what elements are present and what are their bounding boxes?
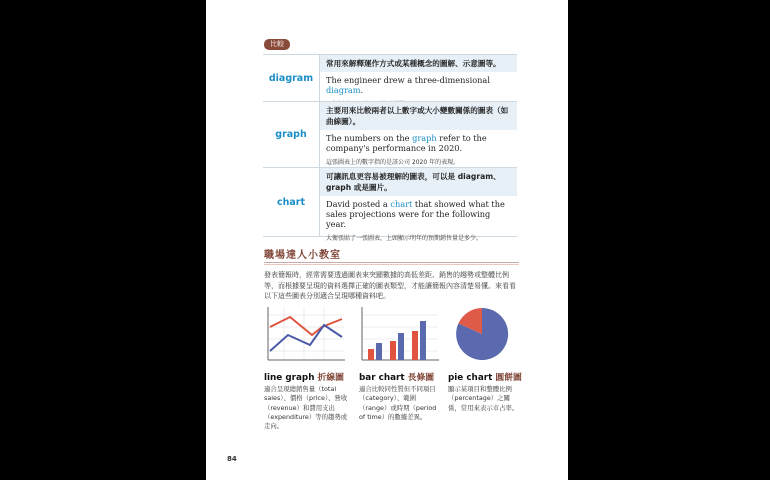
comparison-table xyxy=(263,54,517,242)
comparison-row-graph xyxy=(263,101,517,167)
line-graph-label: line graph 折線圖 xyxy=(264,373,344,383)
term-label: diagram xyxy=(263,55,320,101)
pie-chart-illustration xyxy=(454,305,514,365)
bar xyxy=(398,333,404,360)
bar xyxy=(368,349,374,360)
section-title: 職場達人小教室 xyxy=(264,250,341,261)
compare-badge: 比較 xyxy=(264,39,290,50)
example-sentence: The numbers on the graph refer to the company's performance in 2020. xyxy=(326,133,487,153)
bar-chart-label: bar chart 長條圖 xyxy=(359,373,435,383)
bar xyxy=(390,341,396,360)
example-translation: 這張圖表上的數字指的是該公司 2020 年的表現。 xyxy=(326,159,460,166)
line-graph-description: 適合呈現總銷售量（total sales）、價格（price）、營收（revenue）和費用支出（expenditure）等的趨勢或走向。 xyxy=(264,385,348,431)
example-sentence: David posted a chart that showed what the sales projections were for the following year. xyxy=(326,199,505,229)
comparison-row-chart xyxy=(263,167,517,242)
term-definition: 常用來解釋運作方式或某種概念的圖解、示意圖等。 xyxy=(320,55,517,72)
section-divider xyxy=(264,262,519,265)
example-translation: 大衛張貼了一張圖表，上頭顯示明年的預期銷售量是多少。 xyxy=(326,235,483,242)
example-sentence: The engineer drew a three-dimensional diagram. xyxy=(326,75,490,95)
term-definition: 主要用來比較兩者以上數字或大小變數關係的圖表（如曲線圖）。 xyxy=(320,102,517,130)
comparison-row-diagram xyxy=(263,54,517,101)
pie-chart-label: pie chart 圓餅圖 xyxy=(448,373,522,383)
bar xyxy=(420,321,426,360)
bar-chart-description: 適合比較同性質但不同項目（category）、範圍（range）或時期（period of time）的數據差異。 xyxy=(359,385,437,421)
line-graph-illustration xyxy=(264,305,346,363)
bar xyxy=(376,343,382,360)
page-number: 84 xyxy=(227,455,237,463)
term-label: graph xyxy=(263,102,320,167)
book-page xyxy=(206,0,568,480)
pie-chart-description: 顯示某項目和整體比例（percentage）之關係，常用來表示市占率。 xyxy=(448,385,519,412)
term-definition: 可讓訊息更容易被理解的圖表，可以是 diagram、graph 或是圖片。 xyxy=(320,168,517,196)
term-label: chart xyxy=(263,168,320,236)
line-series-red xyxy=(270,317,342,335)
bar xyxy=(412,331,418,360)
section-intro: 發表簡報時，經常需要透過圖表來突顯數據的高低差距、銷售的趨勢或整體比例等，而根據要呈現的資料選擇正確的圖表類型，才能讓簡報內容清楚易懂。來看看以下這些圖表分別適合呈現哪種資料吧。 xyxy=(264,271,516,300)
bar-chart-illustration xyxy=(358,305,440,363)
